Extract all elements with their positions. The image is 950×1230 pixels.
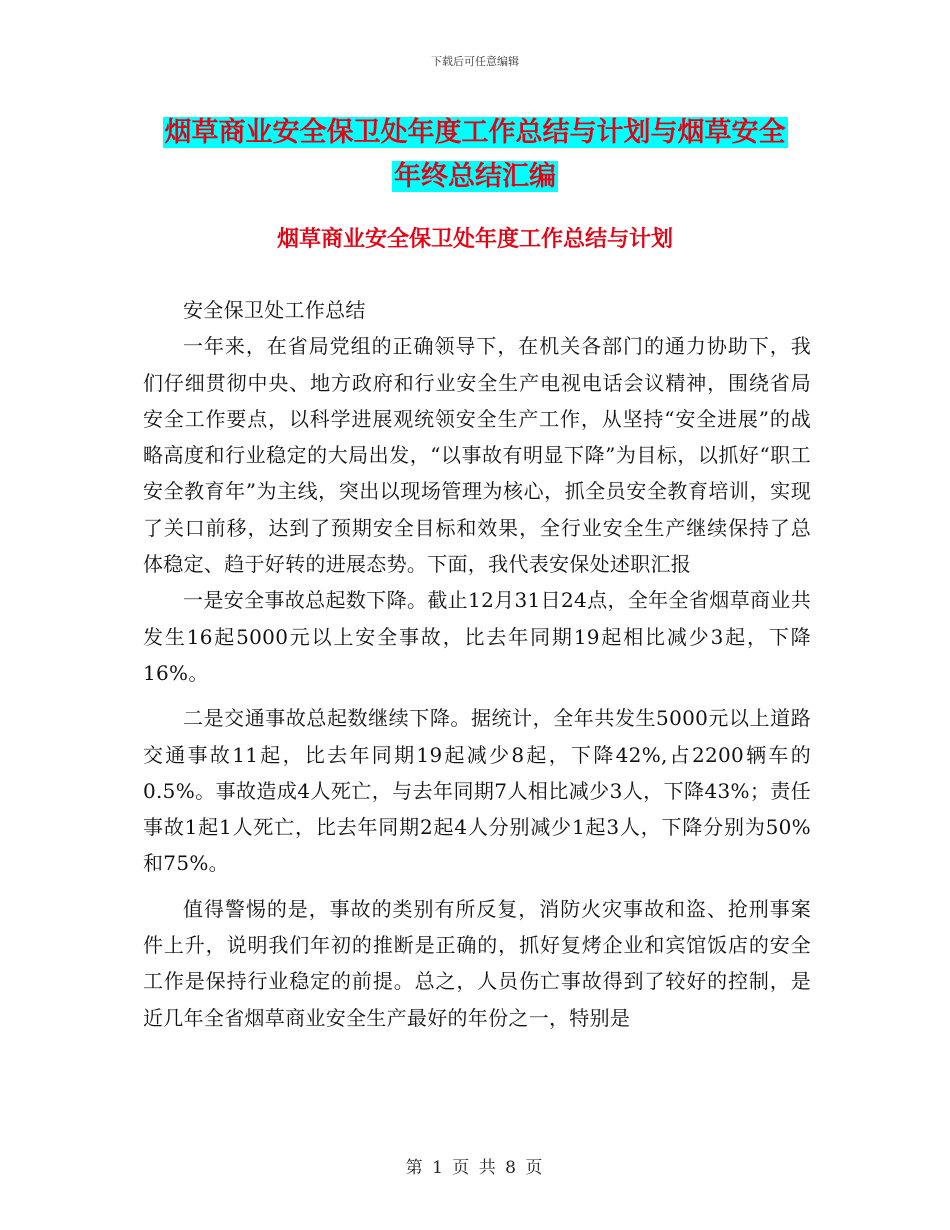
paragraph-warning: 值得警惕的是，事故的类别有所反复，消防火灾事故和盗、抢刑事案件上升，说明我们年初的推断是正确的，抓好复烤企业和宾馆饭店的安全工作是保持行业稳定的前提。总之，人员伤亡事故得到了较好的控制，是近几年全省烟草商业安全生产最好的年份之一，特别是 <box>143 896 811 1030</box>
document-body <box>143 292 811 1036</box>
main-title-line-2 <box>140 152 810 201</box>
section-title: 烟草商业安全保卫处年度工作总结与计划 <box>276 227 673 252</box>
paragraph-point-2: 二是交通事故总起数继续下降。据统计，全年共发生5000元以上道路交通事故11起，比去年同期19起减少8起，下降42%,占2200辆车的0.5%。事故造成4人死亡，与去年同期7人相比减少3人，下降43%；责任事故1起1人死亡，比去年同期2起4人分别减少1起3人，下降分别为50%和75%。 <box>143 706 811 876</box>
paragraph-intro: 一年来，在省局党组的正确领导下，在机关各部门的通力协助下，我们仔细贯彻中央、地方政府和行业安全生产电视电话会议精神，围绕省局安全工作要点，以科学进展观统领安全生产工作，从坚持“安全进展”的战略高度和行业稳定的大局出发，“以事故有明显下降”为目标，以抓好“职工安全教育年”为主线，突出以现场管理为核心，抓全员安全教育培训，实现了关口前移，达到了预期安全目标和效果，全行业安全生产继续保持了总体稳定、趋于好转的进展态势。下面，我代表安保处述职汇报 <box>143 334 811 577</box>
paragraph-point-1: 一是安全事故总起数下降。截止12月31日24点，全年全省烟草商业共发生16起5000元以上安全事故，比去年同期19起相比减少3起，下降16%。 <box>143 588 811 685</box>
header-note: 下载后可任意编辑 <box>431 55 519 68</box>
main-title-line-1 <box>140 108 810 157</box>
paragraph-subheading: 安全保卫处工作总结 <box>183 298 366 322</box>
main-title-text-1: 烟草商业安全保卫处年度工作总结与计划与烟草安全 <box>164 117 786 148</box>
main-title-text-2: 年终总结汇编 <box>394 161 556 192</box>
page-footer: 第 1 页 共 8 页 <box>405 1158 545 1178</box>
